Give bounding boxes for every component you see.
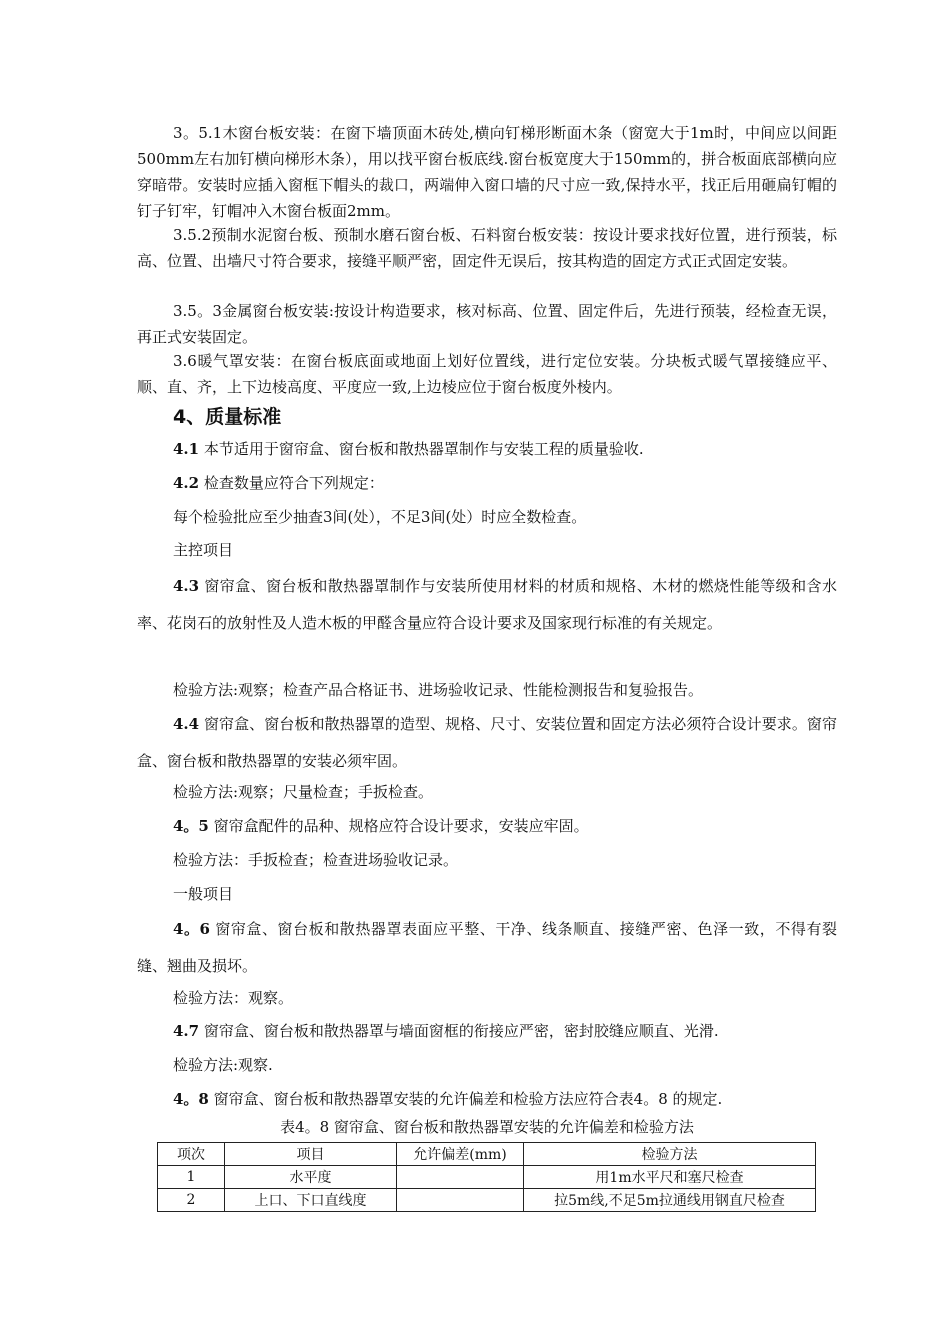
item-4-8 bbox=[173, 1088, 722, 1110]
cell-method: 拉5m线,不足5m拉通线用钢直尺检查 bbox=[524, 1189, 816, 1212]
item-4-6 bbox=[137, 911, 837, 985]
item-number: 4。6 bbox=[173, 920, 210, 938]
cell-index: 1 bbox=[158, 1166, 225, 1189]
item-number: 4.3 bbox=[173, 577, 200, 595]
item-4-3 bbox=[137, 568, 837, 642]
item-4-7 bbox=[173, 1020, 719, 1042]
table-row bbox=[158, 1189, 816, 1212]
item-number: 4。5 bbox=[173, 817, 209, 835]
table-header-row bbox=[158, 1143, 816, 1166]
col-header-tolerance: 允许偏差(mm) bbox=[397, 1143, 524, 1166]
item-number: 4.7 bbox=[173, 1022, 200, 1040]
item-number: 4。8 bbox=[173, 1090, 209, 1108]
main-items-label: 主控项目 bbox=[173, 541, 234, 559]
item-text: 窗帘盒、窗台板和散热器罩安装的允许偏差和检验方法应符合表4。8 的规定. bbox=[208, 1090, 723, 1108]
table-caption: 表4。8 窗帘盒、窗台板和散热器罩安装的允许偏差和检验方法 bbox=[280, 1118, 694, 1136]
col-header-index: 项次 bbox=[158, 1143, 225, 1166]
item-text: 窗帘盒、窗台板和散热器罩的造型、规格、尺寸、安装位置和固定方法必须符合设计要求。窗帘盒、窗台板和散热器罩的安装必须牢固。 bbox=[137, 715, 837, 770]
section-heading: 4、质量标准 bbox=[173, 406, 282, 428]
cell-method: 用1m水平尺和塞尺检查 bbox=[524, 1166, 816, 1189]
cell-tolerance bbox=[397, 1166, 524, 1189]
cell-item: 上口、下口直线度 bbox=[225, 1189, 397, 1212]
table-row bbox=[158, 1166, 816, 1189]
method-4-7: 检验方法:观察. bbox=[173, 1056, 273, 1074]
item-text: 本节适用于窗帘盒、窗台板和散热器罩制作与安装工程的质量验收. bbox=[199, 440, 644, 458]
paragraph-3-6: 3.6暖气罩安装：在窗台板底面或地面上划好位置线，进行定位安装。分块板式暖气罩接缝应平、顺、直、齐，上下边棱高度、平度应一致,上边棱应位于窗台板度外棱内。 bbox=[137, 352, 837, 396]
col-header-item: 项目 bbox=[225, 1143, 397, 1166]
col-header-method: 检验方法 bbox=[524, 1143, 816, 1166]
item-4-2-rule: 每个检验批应至少抽查3间(处），不足3间(处）时应全数检查。 bbox=[173, 508, 587, 526]
tolerance-table bbox=[157, 1142, 816, 1212]
item-4-2 bbox=[173, 472, 384, 494]
cell-tolerance bbox=[397, 1189, 524, 1212]
item-text: 窗帘盒、窗台板和散热器罩与墙面窗框的衔接应严密，密封胶缝应顺直、光滑. bbox=[199, 1022, 719, 1040]
method-4-3: 检验方法:观察；检查产品合格证书、进场验收记录、性能检测报告和复验报告。 bbox=[173, 681, 704, 699]
item-number: 4.4 bbox=[173, 715, 200, 733]
item-text: 窗帘盒、窗台板和散热器罩制作与安装所使用材料的材质和规格、木材的燃烧性能等级和含水率、花岗石的放射性及人造木板的甲醛含量应符合设计要求及国家现行标准的有关规定。 bbox=[137, 577, 837, 632]
item-text: 检查数量应符合下列规定： bbox=[199, 474, 384, 492]
cell-index: 2 bbox=[158, 1189, 225, 1212]
paragraph-3-5-1: 3。5.1木窗台板安装：在窗下墙顶面木砖处,横向钉梯形断面木条（窗宽大于1m时，中间应以间距500mm左右加钉横向梯形木条），用以找平窗台板底线.窗台板宽度大于150mm的，拼合板面底部横向应穿暗带。安装时应插入窗框下帽头的裁口，两端伸入窗口墙的尺寸应一致,保持水平，找正后用砸扁钉帽的钉子钉牢，钉帽冲入木窗台板面2mm。 bbox=[137, 124, 837, 220]
item-number: 4.2 bbox=[173, 474, 200, 492]
item-4-5 bbox=[173, 815, 589, 837]
method-4-5: 检验方法：手扳检查；检查进场验收记录。 bbox=[173, 851, 459, 869]
item-text: 窗帘盒、窗台板和散热器罩表面应平整、干净、线条顺直、接缝严密、色泽一致，不得有裂缝、翘曲及损坏。 bbox=[137, 920, 838, 975]
general-items-label: 一般项目 bbox=[173, 885, 234, 903]
item-number: 4.1 bbox=[173, 440, 200, 458]
method-4-6: 检验方法：观察。 bbox=[173, 989, 294, 1007]
method-4-4: 检验方法:观察；尺量检查；手扳检查。 bbox=[173, 783, 434, 801]
cell-item: 水平度 bbox=[225, 1166, 397, 1189]
item-text: 窗帘盒配件的品种、规格应符合设计要求，安装应牢固。 bbox=[208, 817, 589, 835]
paragraph-3-5-2: 3.5.2预制水泥窗台板、预制水磨石窗台板、石料窗台板安装：按设计要求找好位置，进行预装，标高、位置、出墙尺寸符合要求，接缝平顺严密，固定件无误后，按其构造的固定方式正式固定安装。 bbox=[137, 226, 837, 270]
paragraph-3-5-3: 3.5。3金属窗台板安装:按设计构造要求，核对标高、位置、固定件后，先进行预装，经检查无误，再正式安装固定。 bbox=[137, 302, 837, 346]
item-4-1 bbox=[173, 438, 644, 460]
item-4-4 bbox=[137, 706, 837, 780]
